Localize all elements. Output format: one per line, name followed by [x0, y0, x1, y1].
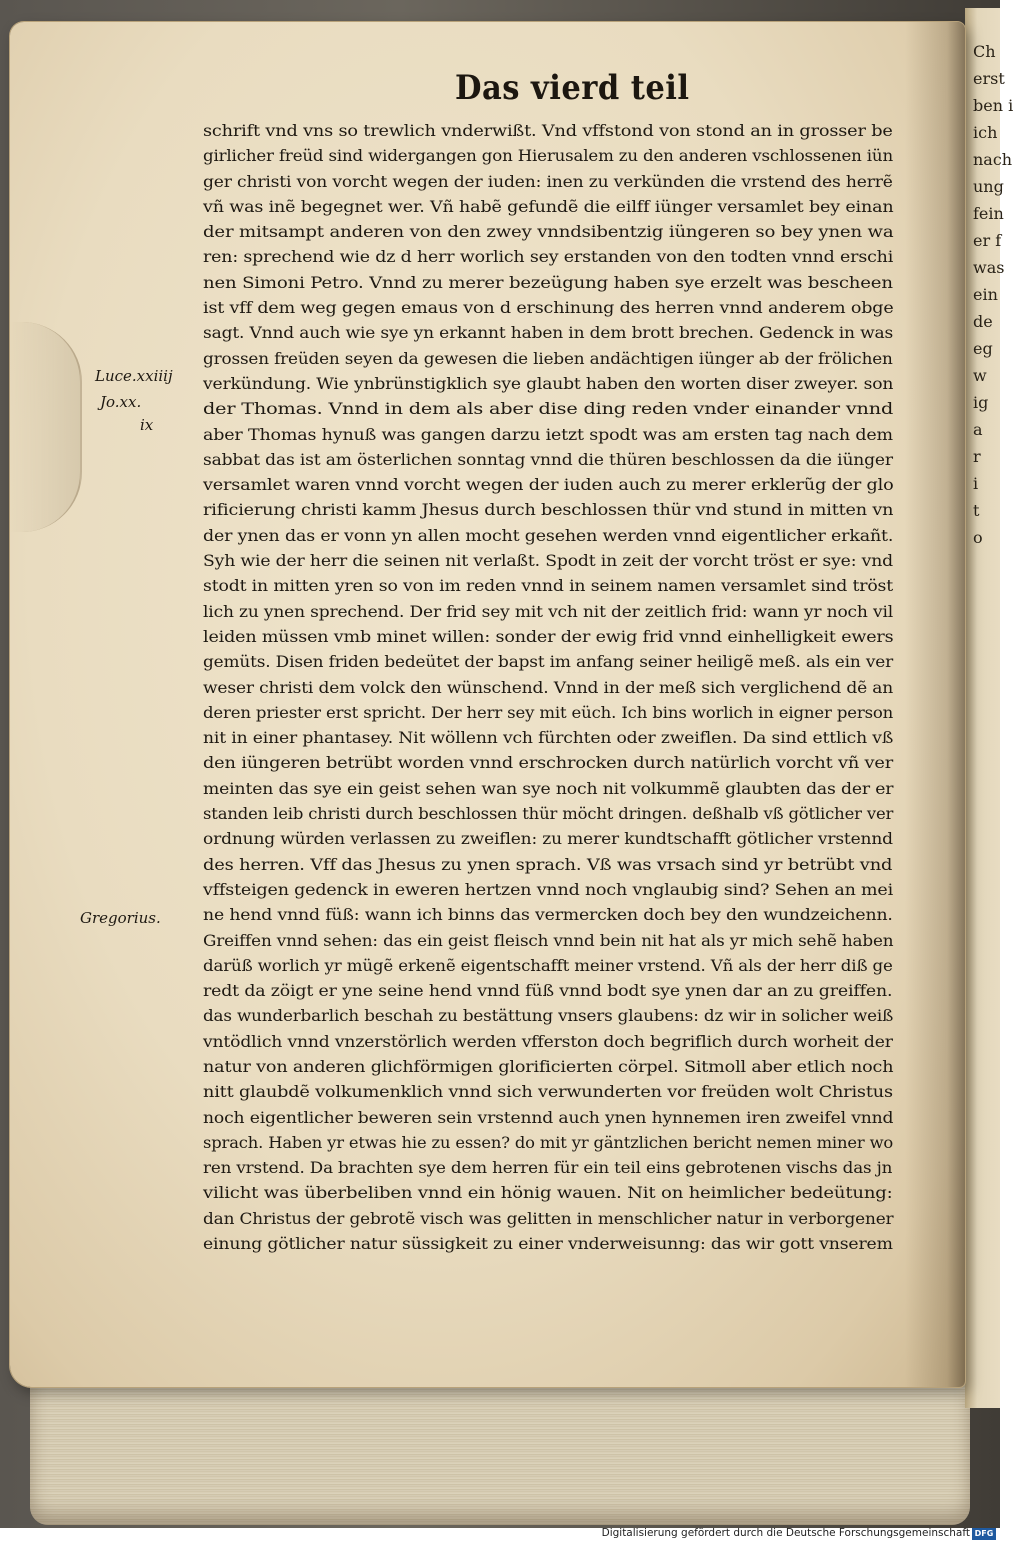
facing-page-fragment: de — [973, 312, 993, 331]
marginal-note-ix: ix — [140, 416, 154, 434]
text-line: stodt in mitten yren so von im reden vnnd in seinem namen versamlet sind tröst — [203, 576, 894, 596]
text-line: der ynen das er vonn yn allen mocht gesehen werden vnnd eigentlicher erkañt. — [203, 525, 894, 545]
text-line: vntödlich vnnd vnzerstörlich werden vfferston doch begriflich durch worheit der — [203, 1031, 893, 1051]
text-line: noch eigentlicher beweren sein vrstennd auch ynen hynnemen iren zweifel vnnd — [203, 1107, 894, 1127]
text-line: ist vff dem weg gegen emaus von d erschinung des herren vnnd anderem obge — [203, 298, 894, 318]
facing-page-fragment: Ch — [973, 42, 996, 61]
text-line: versamlet waren vnnd vorcht wegen der iuden auch zu merer erklerũg der glo — [203, 475, 894, 495]
text-line: sagt. Vnnd auch wie sye yn erkannt haben in dem brott brechen. Gedenck in was — [203, 323, 894, 343]
text-line: ger christi von vorcht wegen der iuden: inen zu verkünden die vrstend des herrẽ — [203, 171, 893, 191]
text-line: Greiffen vnnd sehen: das ein geist fleisch vnnd bein nit hat als yr mich sehẽ haben — [203, 930, 894, 950]
footer-credit: Digitalisierung gefördert durch die Deutsche Forschungsgemeinschaft — [601, 1527, 970, 1539]
text-line: rificierung christi kamm Jhesus durch beschlossen thür vnd stund in mitten vn — [203, 500, 894, 520]
text-line: einung götlicher natur süssigkeit zu einer vnderweisunng: das wir gott vnserem — [203, 1234, 893, 1254]
text-line: sabbat das ist am österlichen sonntag vnnd die thüren beschlossen da die iünger — [203, 449, 893, 469]
text-line: vffsteigen gedenck in eweren hertzen vnnd noch vnglaubig sind? Sehen an mei — [203, 879, 894, 899]
facing-page-fragment: ung — [973, 177, 1004, 196]
text-line: ne hend vnnd füß: wann ich binns das vermercken doch bey den wundzeichenn. — [203, 905, 893, 925]
marginal-note-gregorius: Gregorius. — [80, 909, 161, 927]
text-line: der Thomas. Vnnd in dem als aber dise ding reden vnder einander vnnd — [203, 399, 894, 419]
gutter-shadow — [905, 22, 965, 1387]
text-line: des herren. Vff das Jhesus zu ynen sprach. Vß was vrsach sind yr betrübt vnd — [203, 854, 893, 874]
text-line: den iüngeren betrübt worden vnnd erschrocken durch natürlich vorcht vñ ver — [203, 753, 894, 773]
text-line: gemüts. Disen friden bedeütet der bapst im anfang seiner heiligẽ meß. als ein ver — [203, 652, 894, 672]
facing-page-text — [973, 38, 1013, 551]
facing-page-fragment: ben i — [973, 96, 1013, 115]
text-line: sprach. Haben yr etwas hie zu essen? do mit yr gäntzlichen bericht nemen miner wo — [203, 1132, 894, 1152]
facing-page-fragment: t — [973, 501, 980, 520]
facing-page-fragment: was — [973, 258, 1005, 277]
facing-page-fragment: ig — [973, 393, 989, 412]
facing-page-fragment: ein — [973, 285, 998, 304]
text-line: grossen freüden seyen da gewesen die lieben andächtigen iünger ab der frölichen — [203, 348, 893, 368]
text-line: ren vrstend. Da brachten sye dem herren für ein teil eins gebrotenen vischs das jn — [203, 1158, 893, 1178]
facing-page-fragment: er f — [973, 231, 1002, 250]
dfg-logo: DFG — [972, 1528, 996, 1540]
text-line: lich zu ynen sprechend. Der frid sey mit vch nit der zeitlich frid: wann yr noch vil — [203, 601, 894, 621]
facing-page-fragment: r — [973, 447, 981, 466]
text-line: darüß worlich yr mügẽ erkenẽ eigentschafft meiner vrstend. Vñ als der herr diß ge — [203, 955, 893, 975]
text-line: weser christi dem volck den wünschend. Vnnd in der meß sich verglichend dẽ an — [203, 677, 894, 697]
marginal-note-jo: Jo.xx. — [100, 393, 142, 411]
text-line: das wunderbarlich beschah zu bestättung vnsers glaubens: dz wir in solicher weiß — [203, 1006, 894, 1026]
marginal-note-luce: Luce.xxiiij — [95, 367, 173, 385]
text-line: nitt glaubdẽ volkumenklich vnnd sich verwunderten vor freüden wolt Christus — [203, 1082, 893, 1102]
facing-page-fragment: fein — [973, 204, 1004, 223]
text-line: redt da zöigt er yne seine hend vnnd füß vnnd bodt sye ynen dar an zu greiffen. — [203, 981, 893, 1001]
text-line: nit in einer phantasey. Nit wöllenn vch fürchten oder zweiflen. Da sind ettlich vß — [203, 728, 894, 748]
facing-page-fragment: a — [973, 420, 983, 439]
facing-page-fragment: nach — [973, 150, 1013, 169]
text-line: girlicher freüd sind widergangen gon Hierusalem zu den anderen vschlossenen iün — [203, 146, 894, 166]
text-line: natur von anderen glichförmigen glorificierten cörpel. Sitmoll aber etlich noch — [203, 1056, 894, 1076]
facing-page-fragment: w — [973, 366, 987, 385]
text-line: dan Christus der gebrotẽ visch was gelitten in menschlicher natur in verborgener — [203, 1208, 894, 1228]
text-line: vñ was inẽ begegnet wer. Vñ habẽ gefundẽ die eilff iünger versamlet bey einan — [203, 196, 894, 216]
text-line: Syh wie der herr die seinen nit verlaßt. Spodt in zeit der vorcht tröst er sye: vnd — [203, 551, 893, 571]
facing-page-fragment: ich — [973, 123, 998, 142]
facing-page-edge — [965, 8, 1013, 1408]
facing-page-fragment: i — [973, 474, 979, 493]
facing-page-fragment: o — [973, 528, 983, 547]
text-line: deren priester erst spricht. Der herr sey mit eüch. Ich bins worlich in eigner person — [203, 702, 894, 722]
text-line: leiden müssen vmb minet willen: sonder der ewig frid vnnd einhelligkeit ewers — [203, 626, 894, 646]
text-line: verkündung. Wie ynbrünstigklich sye glaubt haben den worten diser zweyer. son — [203, 373, 894, 393]
text-line: aber Thomas hynuß was gangen darzu ietzt spodt was am ersten tag nach dem — [203, 424, 893, 444]
body-text — [203, 118, 893, 1256]
text-line: der mitsampt anderen von den zwey vnndsibentzig iüngeren so bey ynen wa — [203, 222, 894, 242]
facing-page-fragment: eg — [973, 339, 993, 358]
text-line: nen Simoni Petro. Vnnd zu merer bezeügung haben sye erzelt was bescheen — [203, 272, 893, 292]
facing-page-fragment: erst — [973, 69, 1005, 88]
text-line: ren: sprechend wie dz d herr worlich sey erstanden von den todten vnnd erschi — [203, 247, 894, 267]
text-line: meinten das sye ein geist sehen wan sye noch nit volkummẽ glaubten das der er — [203, 778, 894, 798]
text-line: standen leib christi durch beschlossen thür möcht dringen. deßhalb vß götlicher ver — [203, 804, 894, 824]
page-clip-mark — [10, 322, 82, 532]
running-header: Das vierd teil — [455, 68, 690, 108]
text-line: schrift vnd vns so trewlich vnderwißt. Vnd vffstond von stond an in grosser be — [203, 121, 893, 140]
text-line: ordnung würden verlassen zu zweiflen: zu merer kundtschafft götlicher vrstennd — [203, 829, 893, 849]
text-line: vilicht was überbeliben vnnd ein hönig wauen. Nit on heimlicher bedeütung: — [203, 1183, 893, 1203]
